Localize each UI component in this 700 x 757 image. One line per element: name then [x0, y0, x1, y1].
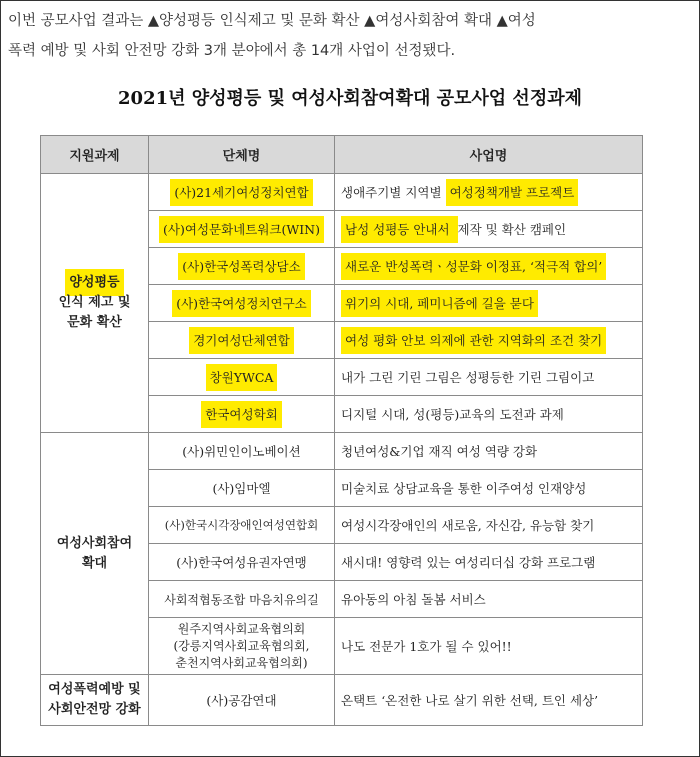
org-name: (사)한국성폭력상담소 — [178, 253, 304, 280]
org-name-line: 춘천지역사회교육협의회) — [175, 655, 308, 670]
project-cell: 유아동의 아침 돌봄 서비스 — [335, 581, 643, 618]
project-name-highlight: 남성 성평등 안내서 — [341, 216, 458, 243]
table-header-row — [41, 136, 643, 174]
category-line: 여성폭력예방 및 — [48, 682, 141, 697]
org-name: 경기여성단체연합 — [189, 327, 294, 354]
intro-line-1: 이번 공모사업 결과는 ▲양성평등 인식제고 및 문화 확산 ▲여성사회참여 확대 ▲여성 — [8, 13, 536, 29]
table-row — [41, 675, 643, 726]
project-cell: 나도 전문가 1호가 될 수 있어!! — [335, 618, 643, 675]
category-gender-equality — [41, 174, 149, 433]
org-name-line: (강릉지역사회교육협의회, — [173, 638, 310, 653]
org-cell: (사)위민인이노베이션 — [149, 433, 335, 470]
category-line: 여성사회참여 — [56, 535, 133, 551]
project-cell: 청년여성&기업 재직 여성 역량 강화 — [335, 433, 643, 470]
intro-paragraph — [8, 6, 692, 66]
project-cell — [335, 285, 643, 322]
org-cell — [149, 285, 335, 322]
project-name: 여성 평화 안보 의제에 관한 지역화의 조건 찾기 — [341, 327, 606, 354]
table-row — [41, 433, 643, 470]
header-project: 사업명 — [335, 136, 643, 174]
org-cell: (사)한국여성유권자연맹 — [149, 544, 335, 581]
project-cell: 내가 그린 기린 그림은 성평등한 기린 그림이고 — [335, 359, 643, 396]
category-line: 확대 — [81, 555, 108, 571]
org-name: 창원YWCA — [206, 364, 278, 391]
org-cell — [149, 396, 335, 433]
table-title: 2021년 양성평등 및 여성사회참여확대 공모사업 선정과제 — [118, 88, 582, 109]
org-name: 한국여성학회 — [201, 401, 281, 428]
project-name: 위기의 시대, 페미니즘에 길을 묻다 — [341, 290, 538, 317]
org-name: (사)21세기여성정치연합 — [170, 179, 312, 206]
project-cell: 새시대! 영향력 있는 여성리더십 강화 프로그램 — [335, 544, 643, 581]
category-line: 인식 제고 및 — [58, 295, 131, 310]
org-name-line: 원주지역사회교육협의회 — [177, 621, 306, 636]
org-cell: 사회적협동조합 마음치유의길 — [149, 581, 335, 618]
org-cell — [149, 248, 335, 285]
org-cell — [149, 618, 335, 675]
org-cell: (사)공감연대 — [149, 675, 335, 726]
project-cell: 미술치료 상담교육을 통한 이주여성 인재양성 — [335, 470, 643, 507]
project-cell — [335, 174, 643, 211]
table-row — [41, 174, 643, 211]
org-cell: (사)임마엘 — [149, 470, 335, 507]
header-org: 단체명 — [149, 136, 335, 174]
org-name: (사)한국여성정치연구소 — [172, 290, 311, 317]
category-line: 문화 확산 — [67, 315, 122, 330]
org-cell — [149, 174, 335, 211]
selection-table — [40, 135, 643, 726]
intro-line-2: 폭력 예방 및 사회 안전망 강화 3개 분야에서 총 14개 사업이 선정됐다. — [8, 43, 456, 59]
project-name: 제작 및 확산 캠페인 — [457, 222, 567, 237]
project-cell — [335, 248, 643, 285]
category-line: 사회안전망 강화 — [48, 702, 141, 717]
category-social-participation — [41, 433, 149, 675]
project-cell — [335, 322, 643, 359]
org-cell: (사)한국시각장애인여성연합회 — [149, 507, 335, 544]
header-category: 지원과제 — [41, 136, 149, 174]
org-cell — [149, 322, 335, 359]
project-cell: 여성시각장애인의 새로움, 자신감, 유능함 찾기 — [335, 507, 643, 544]
org-cell — [149, 211, 335, 248]
org-cell — [149, 359, 335, 396]
project-cell — [335, 211, 643, 248]
project-name: 새로운 반성폭력ㆍ성문화 이정표, ‘적극적 합의’ — [341, 253, 606, 280]
project-name: 생애주기별 지역별 — [341, 185, 446, 200]
project-cell: 디지털 시대, 성(평등)교육의 도전과 과제 — [335, 396, 643, 433]
category-line: 양성평등 — [65, 269, 123, 296]
category-violence-prevention — [41, 675, 149, 726]
org-name: (사)여성문화네트워크(WIN) — [159, 216, 324, 243]
project-name-highlight: 여성정책개발 프로젝트 — [446, 179, 579, 206]
project-cell: 온택트 ‘온전한 나로 살기 위한 선택, 트인 세상’ — [335, 675, 643, 726]
